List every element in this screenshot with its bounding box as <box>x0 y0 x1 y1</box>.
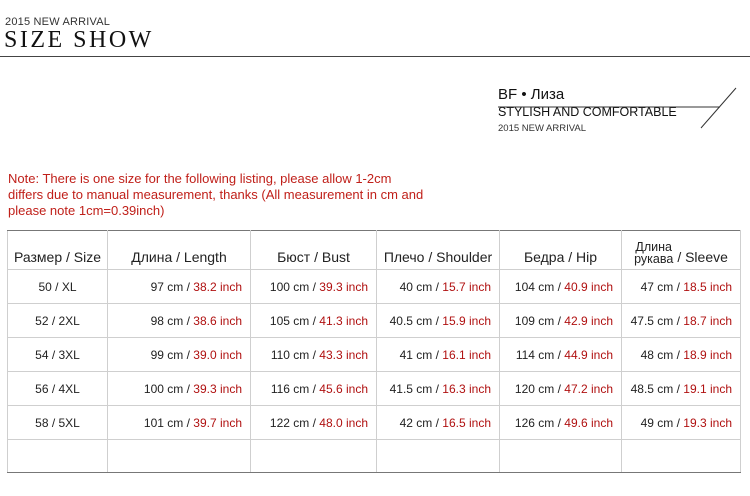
table-row-empty <box>8 440 741 473</box>
header-shoulder: Плечо / Shoulder <box>377 231 500 270</box>
size-table <box>7 230 741 473</box>
cell-hip: 120 cm / 47.2 inch <box>500 372 622 406</box>
cell-bust: 122 cm / 48.0 inch <box>251 406 377 440</box>
cell-length: 99 cm / 39.0 inch <box>108 338 251 372</box>
measurement-note: Note: There is one size for the following listing, please allow 1-2cm differs due to manual measurement, thanks (All measurement in cm and please note 1cm=0.39inch) <box>8 171 424 218</box>
header-bust: Бюст / Bust <box>251 231 377 270</box>
cell-shoulder: 42 cm / 16.5 inch <box>377 406 500 440</box>
cell-hip: 114 cm / 44.9 inch <box>500 338 622 372</box>
cell-length: 97 cm / 38.2 inch <box>108 270 251 304</box>
table-row <box>8 406 741 440</box>
cell-sleeve: 47.5 cm / 18.7 inch <box>622 304 741 338</box>
cell-shoulder: 41 cm / 16.1 inch <box>377 338 500 372</box>
empty-cell <box>251 440 377 473</box>
header-sleeve-en: / Sleeve <box>677 249 728 265</box>
cell-shoulder: 41.5 cm / 16.3 inch <box>377 372 500 406</box>
cell-bust: 100 cm / 39.3 inch <box>251 270 377 304</box>
empty-cell <box>377 440 500 473</box>
cell-size: 58 / 5XL <box>8 406 108 440</box>
header-new-arrival: 2015 NEW ARRIVAL <box>5 16 111 28</box>
header-sleeve-ru: Длина рукава <box>634 240 674 266</box>
header-hip: Бедра / Hip <box>500 231 622 270</box>
cell-size: 56 / 4XL <box>8 372 108 406</box>
header-sleeve <box>622 231 741 270</box>
table-row <box>8 304 741 338</box>
cell-bust: 110 cm / 43.3 inch <box>251 338 377 372</box>
brand-tagline: STYLISH AND COMFORTABLE <box>498 105 677 119</box>
cell-size: 50 / XL <box>8 270 108 304</box>
cell-sleeve: 49 cm / 19.3 inch <box>622 406 741 440</box>
cell-hip: 104 cm / 40.9 inch <box>500 270 622 304</box>
empty-cell <box>622 440 741 473</box>
table-header-row <box>8 231 741 270</box>
cell-hip: 109 cm / 42.9 inch <box>500 304 622 338</box>
cell-sleeve: 48 cm / 18.9 inch <box>622 338 741 372</box>
brand-subtitle: 2015 NEW ARRIVAL <box>498 123 587 134</box>
brand-decoration-lines <box>498 86 738 130</box>
empty-cell <box>8 440 108 473</box>
cell-sleeve: 47 cm / 18.5 inch <box>622 270 741 304</box>
cell-sleeve: 48.5 cm / 19.1 inch <box>622 372 741 406</box>
empty-cell <box>108 440 251 473</box>
cell-shoulder: 40 cm / 15.7 inch <box>377 270 500 304</box>
header-length: Длина / Length <box>108 231 251 270</box>
cell-length: 98 cm / 38.6 inch <box>108 304 251 338</box>
cell-length: 100 cm / 39.3 inch <box>108 372 251 406</box>
cell-size: 54 / 3XL <box>8 338 108 372</box>
empty-cell <box>500 440 622 473</box>
header-divider <box>0 56 750 57</box>
cell-shoulder: 40.5 cm / 15.9 inch <box>377 304 500 338</box>
cell-size: 52 / 2XL <box>8 304 108 338</box>
table-row <box>8 372 741 406</box>
brand-name: BF • Лиза <box>498 86 565 103</box>
cell-hip: 126 cm / 49.6 inch <box>500 406 622 440</box>
header-size: Размер / Size <box>8 231 108 270</box>
page-title: SIZE SHOW <box>4 27 154 53</box>
table-row <box>8 270 741 304</box>
cell-length: 101 cm / 39.7 inch <box>108 406 251 440</box>
table-row <box>8 338 741 372</box>
cell-bust: 116 cm / 45.6 inch <box>251 372 377 406</box>
cell-bust: 105 cm / 41.3 inch <box>251 304 377 338</box>
